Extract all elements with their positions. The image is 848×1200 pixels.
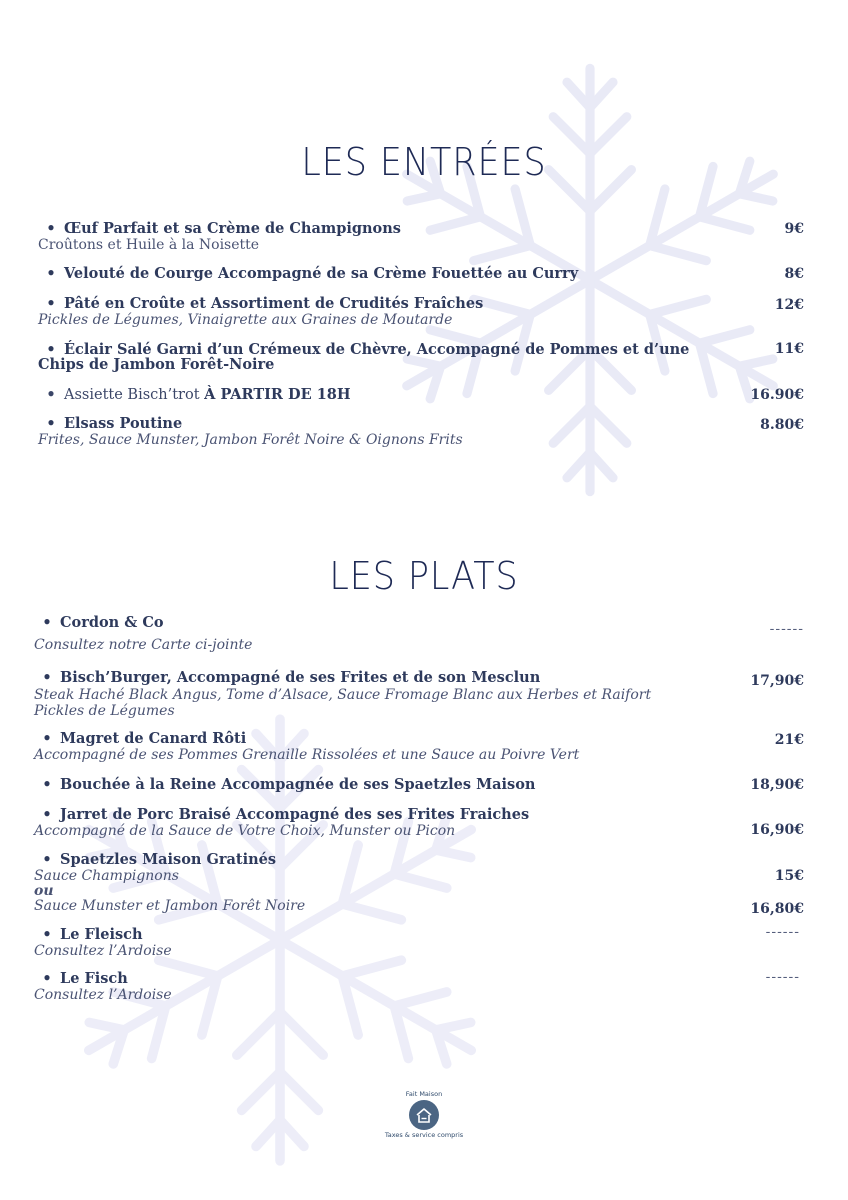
item-highlight: À PARTIR DE 18H (204, 386, 351, 403)
item-description: Consultez l’Ardoise (34, 943, 172, 959)
item-name: Éclair Salé Garni d’un Crémeux de Chèvre, Accompagné de Pommes et d’une (64, 341, 690, 358)
item-name: Le Fleisch (60, 926, 143, 943)
item-name: Œuf Parfait et sa Crème de Champignons (64, 220, 401, 237)
item-name: Le Fisch (60, 970, 128, 987)
item-price: 9€ (784, 221, 804, 237)
item-price: 18,90€ (750, 777, 804, 793)
item-price: ------ (769, 621, 804, 637)
item-name: Pâté en Croûte et Assortiment de Crudités Fraîches (64, 295, 484, 312)
menu-item: • Pâté en Croûte et Assortiment de Crudités Fraîches (46, 295, 484, 312)
item-name: Bisch’Burger, Accompagné de ses Frites et de son Mesclun (60, 669, 541, 686)
house-chef-hat-icon (409, 1100, 439, 1130)
item-price: 16.90€ (750, 387, 804, 403)
menu-item: • Bouchée à la Reine Accompagnée de ses Spaetzles Maison (42, 776, 536, 793)
menu-item: • Cordon & Co (42, 614, 164, 631)
item-name: Velouté de Courge Accompagné de sa Crème Fouettée au Curry (64, 265, 579, 282)
menu-item: • Œuf Parfait et sa Crème de Champignons (46, 220, 401, 237)
section-title-entrees: LES ENTRÉES (301, 140, 547, 184)
item-name: Magret de Canard Rôti (60, 730, 247, 747)
item-description: Accompagné de la Sauce de Votre Choix, Munster ou Picon (34, 823, 456, 839)
menu-item: • Éclair Salé Garni d’un Crémeux de Chèvre, Accompagné de Pommes et d’une (46, 341, 690, 358)
item-name: Cordon & Co (60, 614, 164, 631)
item-description: Pickles de Légumes, Vinaigrette aux Graines de Moutarde (38, 312, 453, 328)
item-price: ------ (765, 969, 800, 985)
item-price: 11€ (774, 341, 804, 357)
item-description: Accompagné de ses Pommes Grenaille Rissolées et une Sauce au Poivre Vert (34, 747, 580, 763)
menu-item: • Bisch’Burger, Accompagné de ses Frites et de son Mesclun (42, 669, 541, 686)
item-price: ------ (765, 924, 800, 940)
item-price: 17,90€ (750, 673, 804, 689)
item-price: 8.80€ (760, 417, 804, 433)
item-description: Steak Haché Black Angus, Tome d’Alsace, Sauce Fromage Blanc aux Herbes et Raifort (34, 687, 652, 703)
menu-item: • Assiette Bisch’trot À PARTIR DE 18H (46, 386, 351, 403)
item-option-separator: ou (34, 883, 54, 899)
menu-item: • Elsass Poutine (46, 415, 183, 432)
menu-item: • Le Fleisch (42, 926, 143, 943)
item-option: Sauce Munster et Jambon Forêt Noire (34, 898, 306, 914)
item-name: Elsass Poutine (64, 415, 183, 432)
item-name: Spaetzles Maison Gratinés (60, 851, 277, 868)
item-option: Sauce Champignons (34, 868, 179, 884)
item-description: Frites, Sauce Munster, Jambon Forêt Noire & Oignons Frits (38, 432, 463, 448)
menu-item: • Magret de Canard Rôti (42, 730, 247, 747)
item-price: 16,90€ (750, 822, 804, 838)
item-price: 15€ (774, 868, 804, 884)
item-price: 21€ (774, 732, 804, 748)
footer-badge (374, 1090, 474, 1139)
item-description: Croûtons et Huile à la Noisette (38, 237, 260, 253)
menu-item: • Le Fisch (42, 970, 128, 987)
item-description-continued: Pickles de Légumes (34, 703, 175, 719)
item-name: Jarret de Porc Braisé Accompagné des ses Frites Fraiches (60, 806, 530, 823)
item-description: Consultez notre Carte ci-jointe (34, 637, 253, 653)
item-price: 8€ (784, 266, 804, 282)
item-price: 16,80€ (750, 901, 804, 917)
footer-label-taxes: Taxes & service compris (384, 1131, 464, 1139)
item-price: 12€ (774, 297, 804, 313)
menu-item: • Jarret de Porc Braisé Accompagné des ses Frites Fraiches (42, 806, 530, 823)
section-title-plats: LES PLATS (329, 554, 519, 598)
item-name: Assiette Bisch’trot (64, 387, 200, 403)
item-name: Bouchée à la Reine Accompagnée de ses Spaetzles Maison (60, 776, 536, 793)
item-name-continued: Chips de Jambon Forêt-Noire (38, 356, 275, 373)
item-description: Consultez l’Ardoise (34, 987, 172, 1003)
menu-item: • Velouté de Courge Accompagné de sa Crème Fouettée au Curry (46, 265, 579, 282)
menu-item: • Spaetzles Maison Gratinés (42, 851, 277, 868)
footer-label-fait-maison: Fait Maison (405, 1090, 443, 1098)
